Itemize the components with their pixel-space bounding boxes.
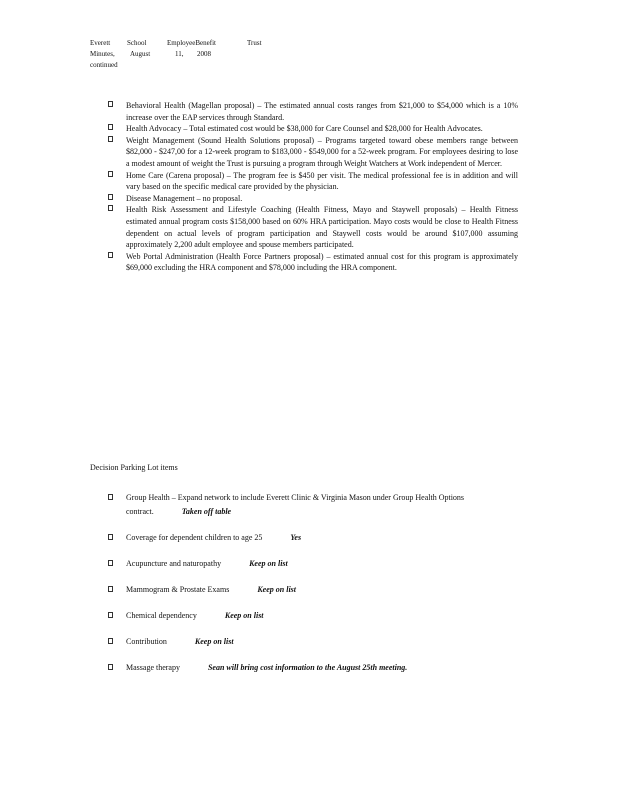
bullet-box-icon [108,534,113,540]
bullet-box-icon [108,194,113,200]
bullet-box-icon [108,252,113,258]
proposal-list [108,100,518,274]
bullet-box-icon [108,612,113,618]
header-line-1 [90,38,262,49]
bullet-box-icon [108,638,113,644]
header-word: Trust [247,39,262,47]
header-line-3: continued [90,61,118,69]
decision-action: Keep on list [194,637,234,646]
decision-list [108,491,508,687]
decision-item [108,531,508,545]
decision-text: Acupuncture and naturopathy [126,559,222,568]
header-word: 11, [175,50,184,58]
bullet-box-icon [108,494,113,500]
decision-item [108,491,508,519]
list-item-text: Health Risk Assessment and Lifestyle Coaching (Health Fitness, Mayo and Staywell proposals) – Health Fitness estimated annual program costs $158,000 based on 60% HRA participation. Mayo costs would be close to Health Fitness dependent on actual levels of program participation and Staywell costs would be around $107,000 assuming approximately 2,200 adult employee and spouse members participated. [126,205,518,250]
list-item-text: Web Portal Administration (Health Force Partners proposal) – estimated annual cost for this program is approximately $69,000 excluding the HRA component and $78,000 including the HRA component. [126,251,518,273]
decision-item [108,583,508,597]
header-word: School [127,39,147,47]
header-word: EmployeeBenefit [167,39,216,47]
decision-action: Yes [290,533,302,542]
decision-action: Keep on list [257,585,296,594]
header-word: 2008 [197,50,211,58]
bullet-box-icon [108,171,113,177]
bullet-box-icon [108,101,113,107]
section-title: Decision Parking Lot items [90,463,178,472]
decision-text: Coverage for dependent children to age 25 [126,533,263,542]
decision-text: Massage therapy [126,663,180,672]
list-item [108,251,518,274]
page-header [90,38,262,71]
header-word: August [130,50,151,58]
list-item [108,170,518,193]
decision-action: Taken off table [181,507,232,516]
bullet-box-icon [108,205,113,211]
decision-action: Sean will bring cost information to the August 25th meeting. [207,663,408,672]
decision-item [108,609,508,623]
header-word: Everett [90,39,111,47]
list-item [108,123,518,135]
decision-text: Group Health – Expand network to include Everett Clinic & Virginia Mason under Group Health Options contract. [126,493,465,516]
list-item-text: Health Advocacy – Total estimated cost would be $38,000 for Care Counsel and $28,000 for Health Advocates. [126,124,483,134]
decision-item [108,557,508,571]
decision-text: Chemical dependency [126,611,197,620]
list-item [108,135,518,170]
header-word: Minutes, [90,50,115,58]
decision-action: Keep on list [249,559,288,568]
decision-text: Mammogram & Prostate Exams [126,585,230,594]
list-item [108,204,518,250]
list-item-text: Behavioral Health (Magellan proposal) – The estimated annual costs ranges from $21,000 to $54,000 which is a 10% increase over the EAP services through Standard. [126,101,518,122]
header-line-2 [90,49,262,60]
bullet-box-icon [108,136,113,142]
decision-text: Contribution [126,637,167,646]
bullet-box-icon [108,664,113,670]
decision-item [108,635,508,649]
list-item [108,100,518,123]
decision-action: Keep on list [224,611,264,620]
list-item-text: Weight Management (Sound Health Solutions proposal) – Programs targeted toward obese members range between $82,000 - $247,00 for a 12-week program to $183,000 - $549,000 for a 52-week program. For employees desiring to lose a modest amount of weight the Trust is pursuing a program through Weight Watchers at Work independent of Mercer. [126,135,518,168]
bullet-box-icon [108,560,113,566]
decision-item [108,661,508,675]
list-item [108,193,518,205]
list-item-text: Disease Management – no proposal. [126,193,243,203]
bullet-box-icon [108,586,113,592]
bullet-box-icon [108,124,113,130]
list-item-text: Home Care (Carena proposal) – The program fee is $450 per visit. The medical professional fee is in addition and will vary based on the specific medical care provided by the physician. [126,170,518,192]
